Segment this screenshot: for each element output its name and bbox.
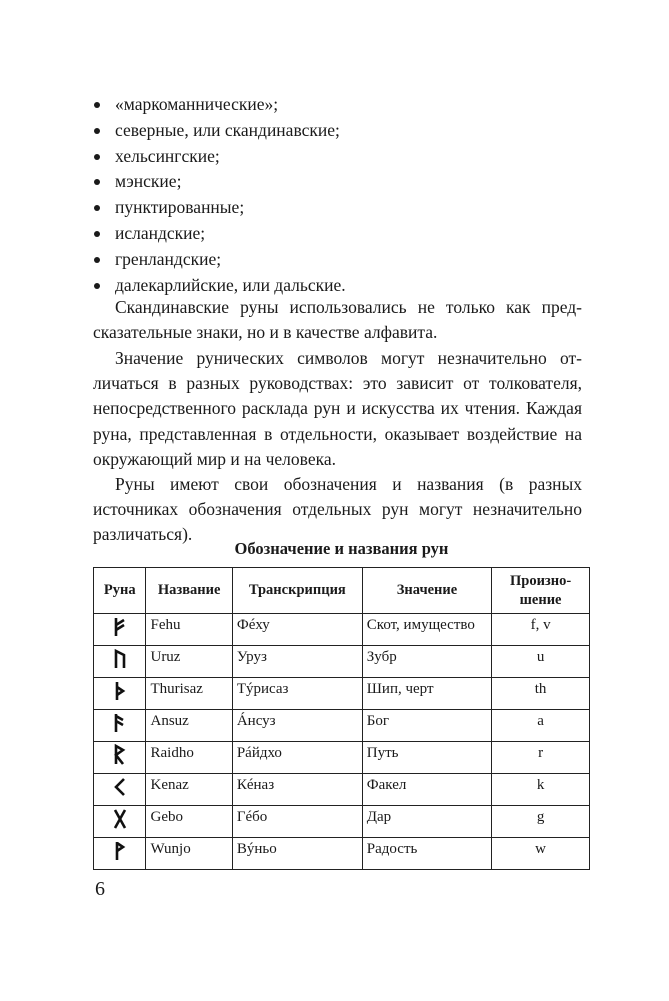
rune-cell <box>94 774 146 806</box>
name-cell: Wunjo <box>146 838 232 870</box>
paragraph: Скандинавские руны использовались не только как предсказательные знаки, но и в качестве алфавита. <box>93 297 582 343</box>
list-item <box>92 247 582 273</box>
list-item-text: гренландские; <box>115 248 222 269</box>
transcription-cell: Уруз <box>232 646 362 678</box>
meaning-cell: Дар <box>362 806 491 838</box>
list-item-text: северные, или скандинавские; <box>115 119 340 140</box>
list-item <box>92 195 582 221</box>
table-row <box>94 838 590 870</box>
pronunciation-cell: a <box>492 710 590 742</box>
name-cell: Kenaz <box>146 774 232 806</box>
rune-cell <box>94 838 146 870</box>
name-cell: Raidho <box>146 742 232 774</box>
header-rune: Руна <box>94 568 146 614</box>
list-item-text: далекарлийские, или дальские. <box>115 274 346 295</box>
bullet-icon <box>94 128 100 134</box>
transcription-cell: Тýрисаз <box>232 678 362 710</box>
pronunciation-cell: u <box>492 646 590 678</box>
pronunciation-cell: k <box>492 774 590 806</box>
list-item-text: мэнские; <box>115 171 182 192</box>
table-row <box>94 806 590 838</box>
header-name: Название <box>146 568 232 614</box>
table-row <box>94 710 590 742</box>
transcription-cell: Кéназ <box>232 774 362 806</box>
name-cell: Thurisaz <box>146 678 232 710</box>
gebo-rune-icon <box>112 808 128 830</box>
runes-table <box>93 567 590 870</box>
wunjo-rune-icon <box>112 840 128 862</box>
meaning-cell: Путь <box>362 742 491 774</box>
meaning-cell: Бог <box>362 710 491 742</box>
table-row <box>94 742 590 774</box>
list-item <box>92 92 582 118</box>
rune-cell <box>94 806 146 838</box>
pronunciation-cell: w <box>492 838 590 870</box>
bullet-icon <box>94 154 100 160</box>
rune-cell <box>94 678 146 710</box>
list-item <box>92 144 582 170</box>
meaning-cell: Шип, черт <box>362 678 491 710</box>
bullet-icon <box>94 205 100 211</box>
fehu-rune-icon <box>112 616 128 638</box>
pronunciation-cell: r <box>492 742 590 774</box>
list-item <box>92 169 582 195</box>
transcription-cell: Вýньо <box>232 838 362 870</box>
list-item-text: пунктированные; <box>115 197 245 218</box>
table-title: Обозначение и названия рун <box>234 539 449 558</box>
transcription-cell: Гéбо <box>232 806 362 838</box>
thurisaz-rune-icon <box>112 680 128 702</box>
header-transcription: Транскрипция <box>232 568 362 614</box>
header-pronunciation: Произно-шение <box>492 568 590 614</box>
uruz-rune-icon <box>112 648 128 670</box>
pronunciation-cell: th <box>492 678 590 710</box>
table-row <box>94 614 590 646</box>
header-meaning: Значение <box>362 568 491 614</box>
bullet-icon <box>94 179 100 185</box>
rune-cell <box>94 742 146 774</box>
rune-cell <box>94 614 146 646</box>
pronunciation-cell: g <box>492 806 590 838</box>
meaning-cell: Скот, имущество <box>362 614 491 646</box>
table-row <box>94 678 590 710</box>
transcription-cell: Фéху <box>232 614 362 646</box>
meaning-cell: Зубр <box>362 646 491 678</box>
kenaz-rune-icon <box>112 776 128 798</box>
rune-cell <box>94 710 146 742</box>
bullet-icon <box>94 283 100 289</box>
name-cell: Ansuz <box>146 710 232 742</box>
list-item-text: «маркоманнические»; <box>115 94 279 114</box>
transcription-cell: Áнсуз <box>232 710 362 742</box>
name-cell: Uruz <box>146 646 232 678</box>
ansuz-rune-icon <box>112 712 128 734</box>
bullet-icon <box>94 231 100 237</box>
list-item <box>92 118 582 144</box>
list-item-text: исландские; <box>115 222 206 243</box>
raidho-rune-icon <box>112 744 128 766</box>
table-row <box>94 646 590 678</box>
meaning-cell: Радость <box>362 838 491 870</box>
bullet-icon <box>94 257 100 263</box>
table-header-row <box>94 568 590 614</box>
pronunciation-cell: f, v <box>492 614 590 646</box>
name-cell: Gebo <box>146 806 232 838</box>
paragraph: Руны имеют свои обозначения и названия (в разных источниках обозначения отдельных рун могут незначительно различаться). <box>93 474 582 545</box>
list-item-text: хельсингские; <box>115 145 220 166</box>
meaning-cell: Факел <box>362 774 491 806</box>
table-row <box>94 774 590 806</box>
page-number: 6 <box>95 878 105 900</box>
bullet-icon <box>94 102 100 108</box>
name-cell: Fehu <box>146 614 232 646</box>
paragraph: Значение рунических символов могут незначительно отличаться в разных руководствах: это зависит от толкователя, непосредственного расклада рун и искусства их чтения. Каждая руна, представленная в отдельности, оказывает воздействие на окружающий мир и на человека. <box>93 348 582 469</box>
rune-cell <box>94 646 146 678</box>
list-item <box>92 221 582 247</box>
transcription-cell: Рáйдхо <box>232 742 362 774</box>
rune-types-list <box>92 92 582 298</box>
